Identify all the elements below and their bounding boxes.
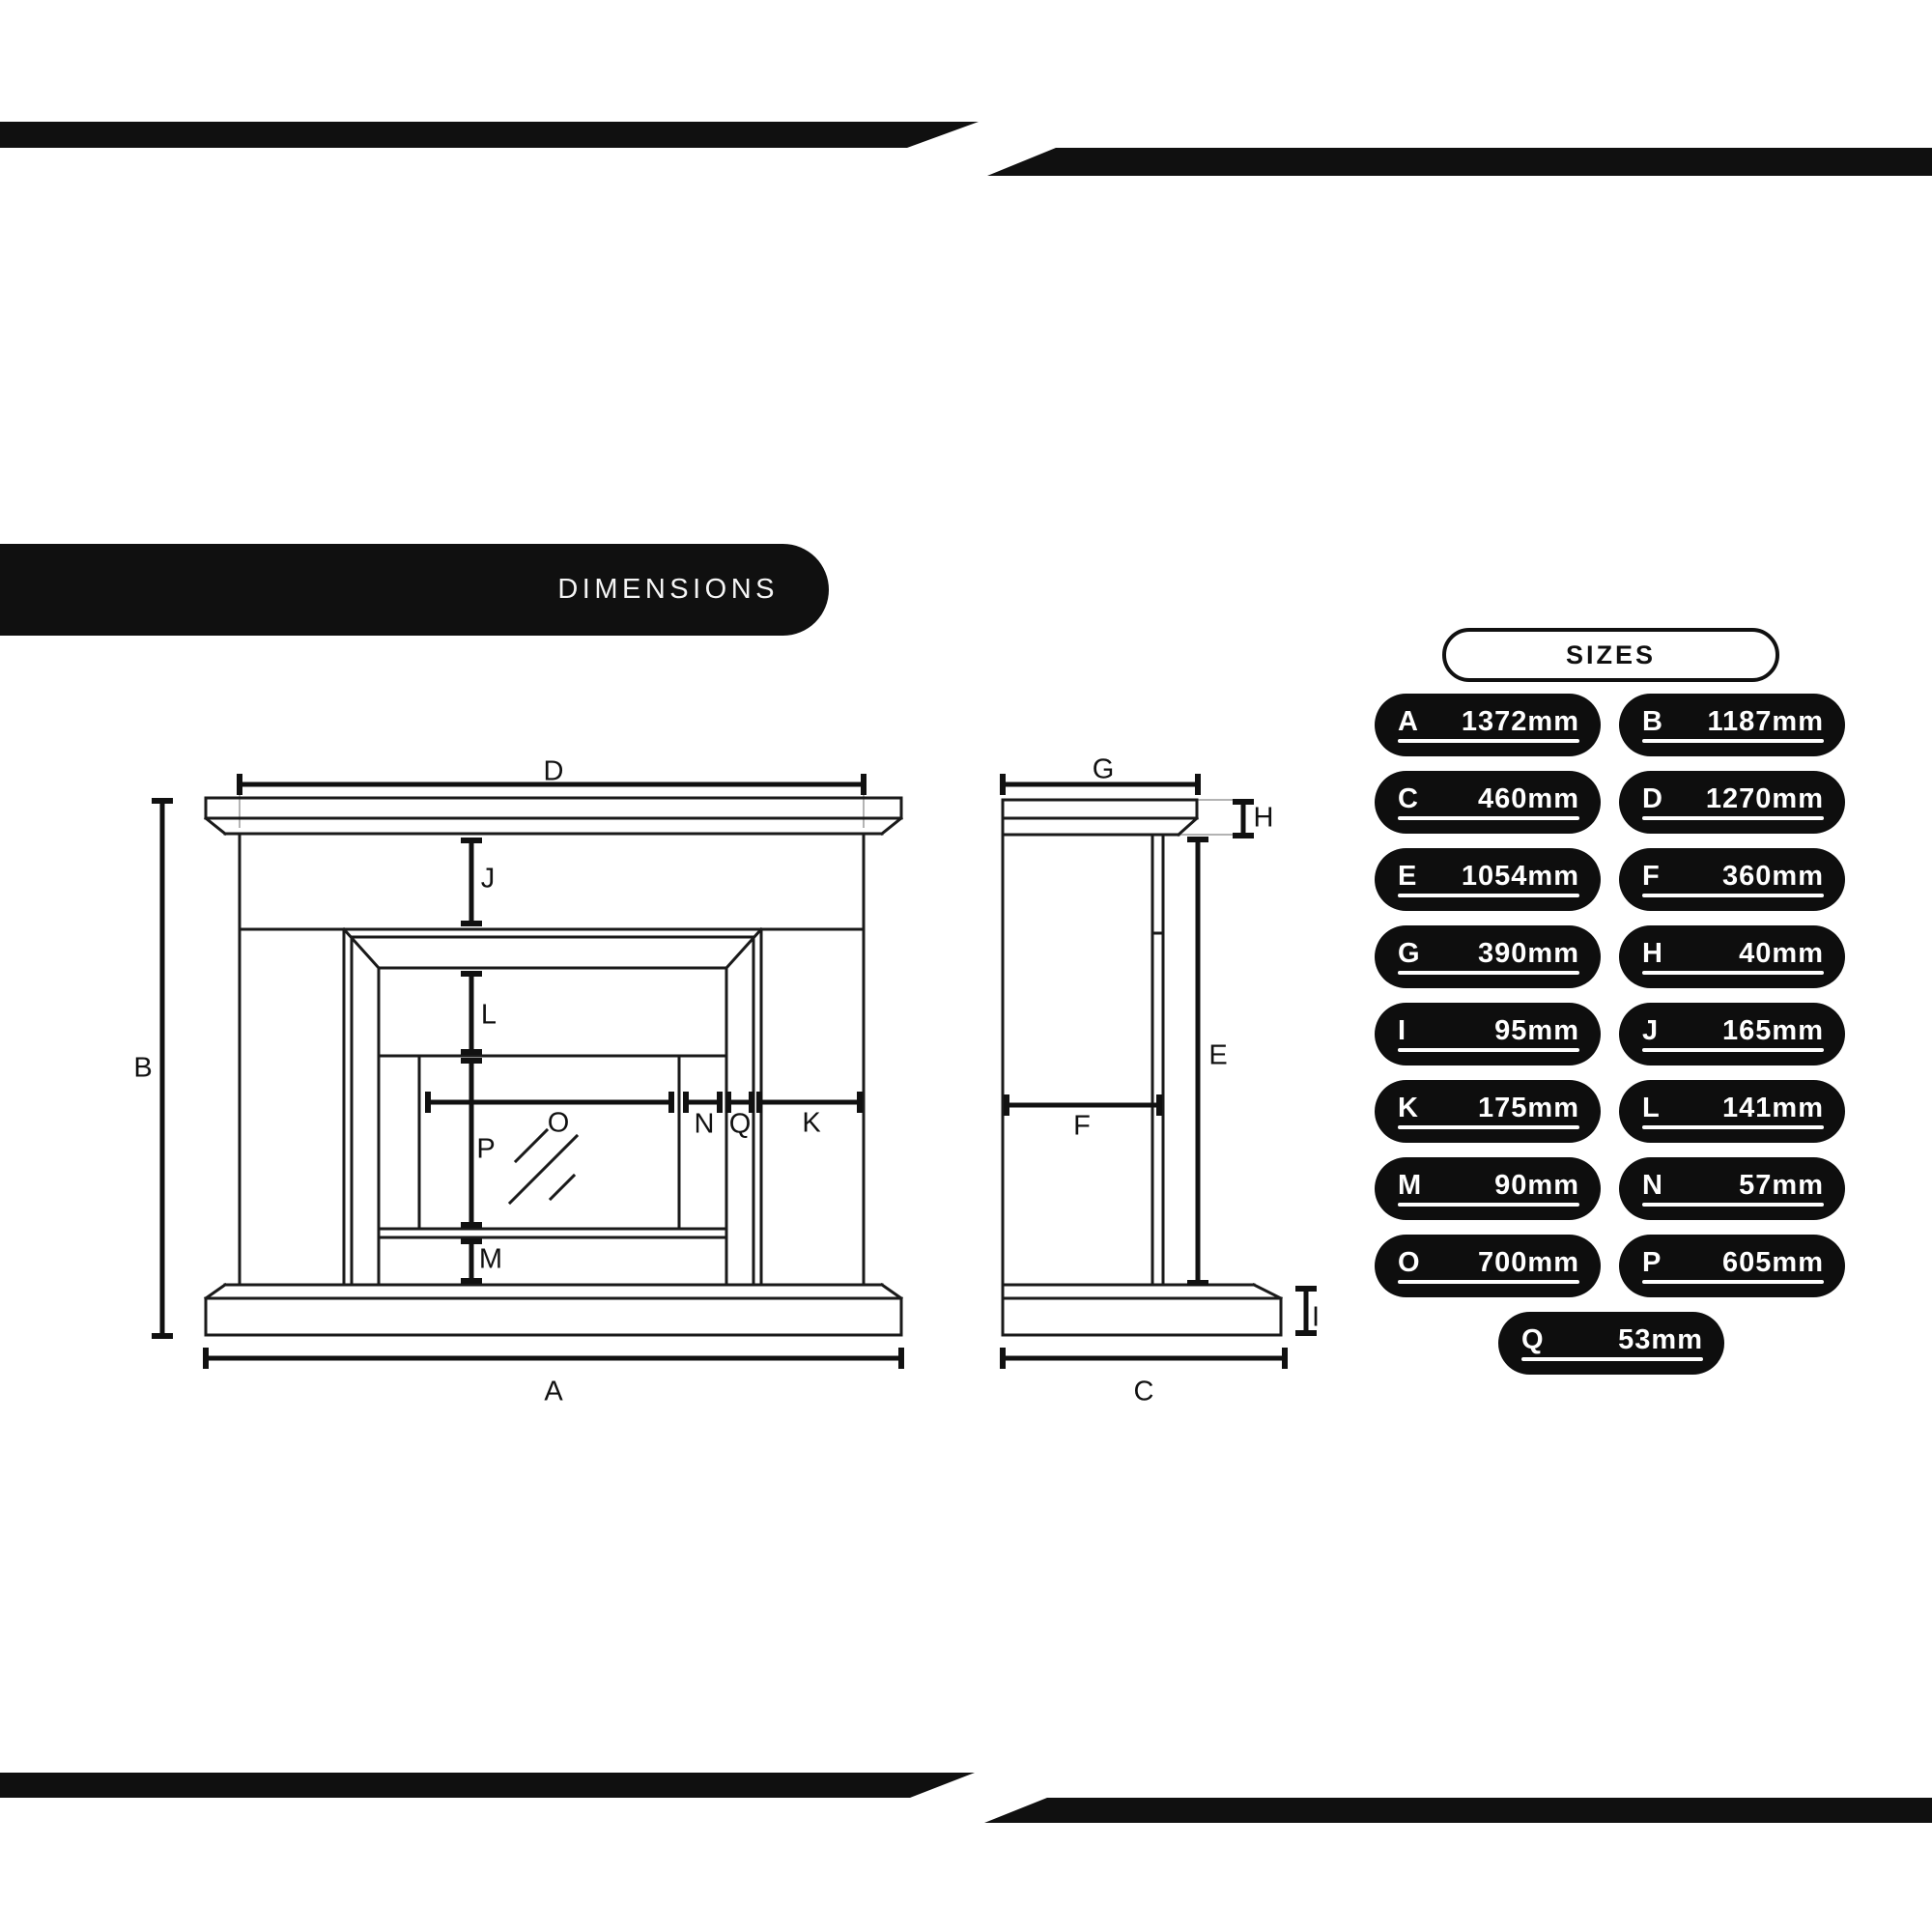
size-key: C <box>1398 783 1419 814</box>
front-view <box>152 774 901 1369</box>
dim-label-E: E <box>1208 1039 1228 1071</box>
size-key: A <box>1398 706 1419 737</box>
size-key: P <box>1642 1247 1662 1278</box>
side-base <box>1003 1285 1281 1335</box>
front-base <box>206 1285 901 1335</box>
size-key: L <box>1642 1093 1661 1123</box>
dim-label-N: N <box>694 1108 715 1140</box>
size-value: 700mm <box>1478 1247 1579 1278</box>
size-pill-l <box>1619 1080 1845 1143</box>
pill-underline <box>1398 816 1579 820</box>
side-view <box>1003 774 1317 1369</box>
dim-label-I: I <box>1311 1301 1321 1333</box>
size-key: I <box>1398 1015 1407 1046</box>
dim-B <box>152 801 173 1336</box>
pill-underline <box>1398 1203 1579 1207</box>
dim-L <box>461 974 482 1052</box>
front-firebox <box>379 1056 726 1237</box>
pill-underline <box>1398 971 1579 975</box>
size-value: 90mm <box>1494 1170 1579 1201</box>
dim-label-B: B <box>133 1052 153 1084</box>
size-value: 390mm <box>1478 938 1579 969</box>
size-value: 95mm <box>1494 1015 1579 1046</box>
dim-H <box>1233 802 1254 836</box>
dim-J <box>461 840 482 923</box>
dim-C <box>1003 1348 1285 1369</box>
size-pill-n <box>1619 1157 1845 1220</box>
dim-label-L: L <box>480 999 497 1031</box>
dim-E <box>1187 839 1208 1283</box>
size-key: F <box>1642 861 1661 892</box>
dimensions-banner-label: DIMENSIONS <box>557 574 779 605</box>
pill-underline <box>1642 739 1824 743</box>
size-key: O <box>1398 1247 1421 1278</box>
size-value: 460mm <box>1478 783 1579 814</box>
extension-lines-front <box>240 786 864 828</box>
front-body <box>240 834 864 1285</box>
pill-underline <box>1642 1048 1824 1052</box>
size-pill-q <box>1498 1312 1724 1375</box>
pill-underline <box>1642 894 1824 897</box>
size-value: 53mm <box>1618 1324 1703 1355</box>
pill-underline <box>1398 1048 1579 1052</box>
dim-label-M: M <box>478 1243 503 1275</box>
glass-reflection-hatch <box>510 1130 577 1203</box>
dim-label-G: G <box>1092 753 1115 785</box>
size-key: B <box>1642 706 1663 737</box>
sizes-panel-title <box>1442 628 1779 682</box>
pill-underline <box>1398 1125 1579 1129</box>
size-pill-a <box>1375 694 1601 756</box>
sizes-title-label: SIZES <box>1565 639 1657 669</box>
dim-A <box>206 1348 901 1369</box>
size-pill-d <box>1619 771 1845 834</box>
size-pill-b <box>1619 694 1845 756</box>
dim-label-F: F <box>1073 1110 1091 1142</box>
size-pill-o <box>1375 1235 1601 1297</box>
side-mantel-shelf <box>1003 800 1197 835</box>
size-key: J <box>1642 1015 1660 1046</box>
size-pill-k <box>1375 1080 1601 1143</box>
dim-label-K: K <box>802 1107 821 1139</box>
pill-underline <box>1398 894 1579 897</box>
dim-label-C: C <box>1133 1376 1154 1407</box>
size-pill-e <box>1375 848 1601 911</box>
size-value: 1372mm <box>1461 706 1579 737</box>
dim-label-A: A <box>544 1376 563 1407</box>
pill-underline <box>1398 1280 1579 1284</box>
size-pill-j <box>1619 1003 1845 1065</box>
pill-underline <box>1642 971 1824 975</box>
size-value: 141mm <box>1722 1093 1824 1123</box>
front-mantel-shelf <box>206 798 901 834</box>
dim-label-P: P <box>476 1133 496 1165</box>
pill-underline <box>1398 739 1579 743</box>
size-key: H <box>1642 938 1663 969</box>
size-pill-m <box>1375 1157 1601 1220</box>
size-key: M <box>1398 1170 1423 1201</box>
size-value: 360mm <box>1722 861 1824 892</box>
pill-underline <box>1521 1357 1703 1361</box>
pill-underline <box>1642 816 1824 820</box>
pill-underline <box>1642 1203 1824 1207</box>
size-value: 40mm <box>1739 938 1824 969</box>
size-value: 165mm <box>1722 1015 1824 1046</box>
size-key: E <box>1398 861 1418 892</box>
size-pill-g <box>1375 925 1601 988</box>
pill-underline <box>1642 1280 1824 1284</box>
dim-label-H: H <box>1253 802 1274 834</box>
size-value: 175mm <box>1478 1093 1579 1123</box>
size-key: Q <box>1521 1324 1545 1355</box>
size-value: 1270mm <box>1705 783 1824 814</box>
pill-underline <box>1642 1125 1824 1129</box>
size-value: 605mm <box>1722 1247 1824 1278</box>
size-key: G <box>1398 938 1421 969</box>
size-key: D <box>1642 783 1663 814</box>
size-value: 1187mm <box>1707 706 1824 737</box>
dim-label-J: J <box>480 863 496 895</box>
size-pill-h <box>1619 925 1845 988</box>
dim-label-D: D <box>543 755 564 787</box>
size-value: 1054mm <box>1461 861 1579 892</box>
size-key: N <box>1642 1170 1663 1201</box>
size-pill-c <box>1375 771 1601 834</box>
size-pill-p <box>1619 1235 1845 1297</box>
size-key: K <box>1398 1093 1419 1123</box>
size-value: 57mm <box>1739 1170 1824 1201</box>
size-pill-f <box>1619 848 1845 911</box>
side-leg <box>1003 800 1163 1335</box>
dim-label-Q: Q <box>728 1108 752 1140</box>
dim-label-O: O <box>547 1107 570 1139</box>
size-pill-i <box>1375 1003 1601 1065</box>
